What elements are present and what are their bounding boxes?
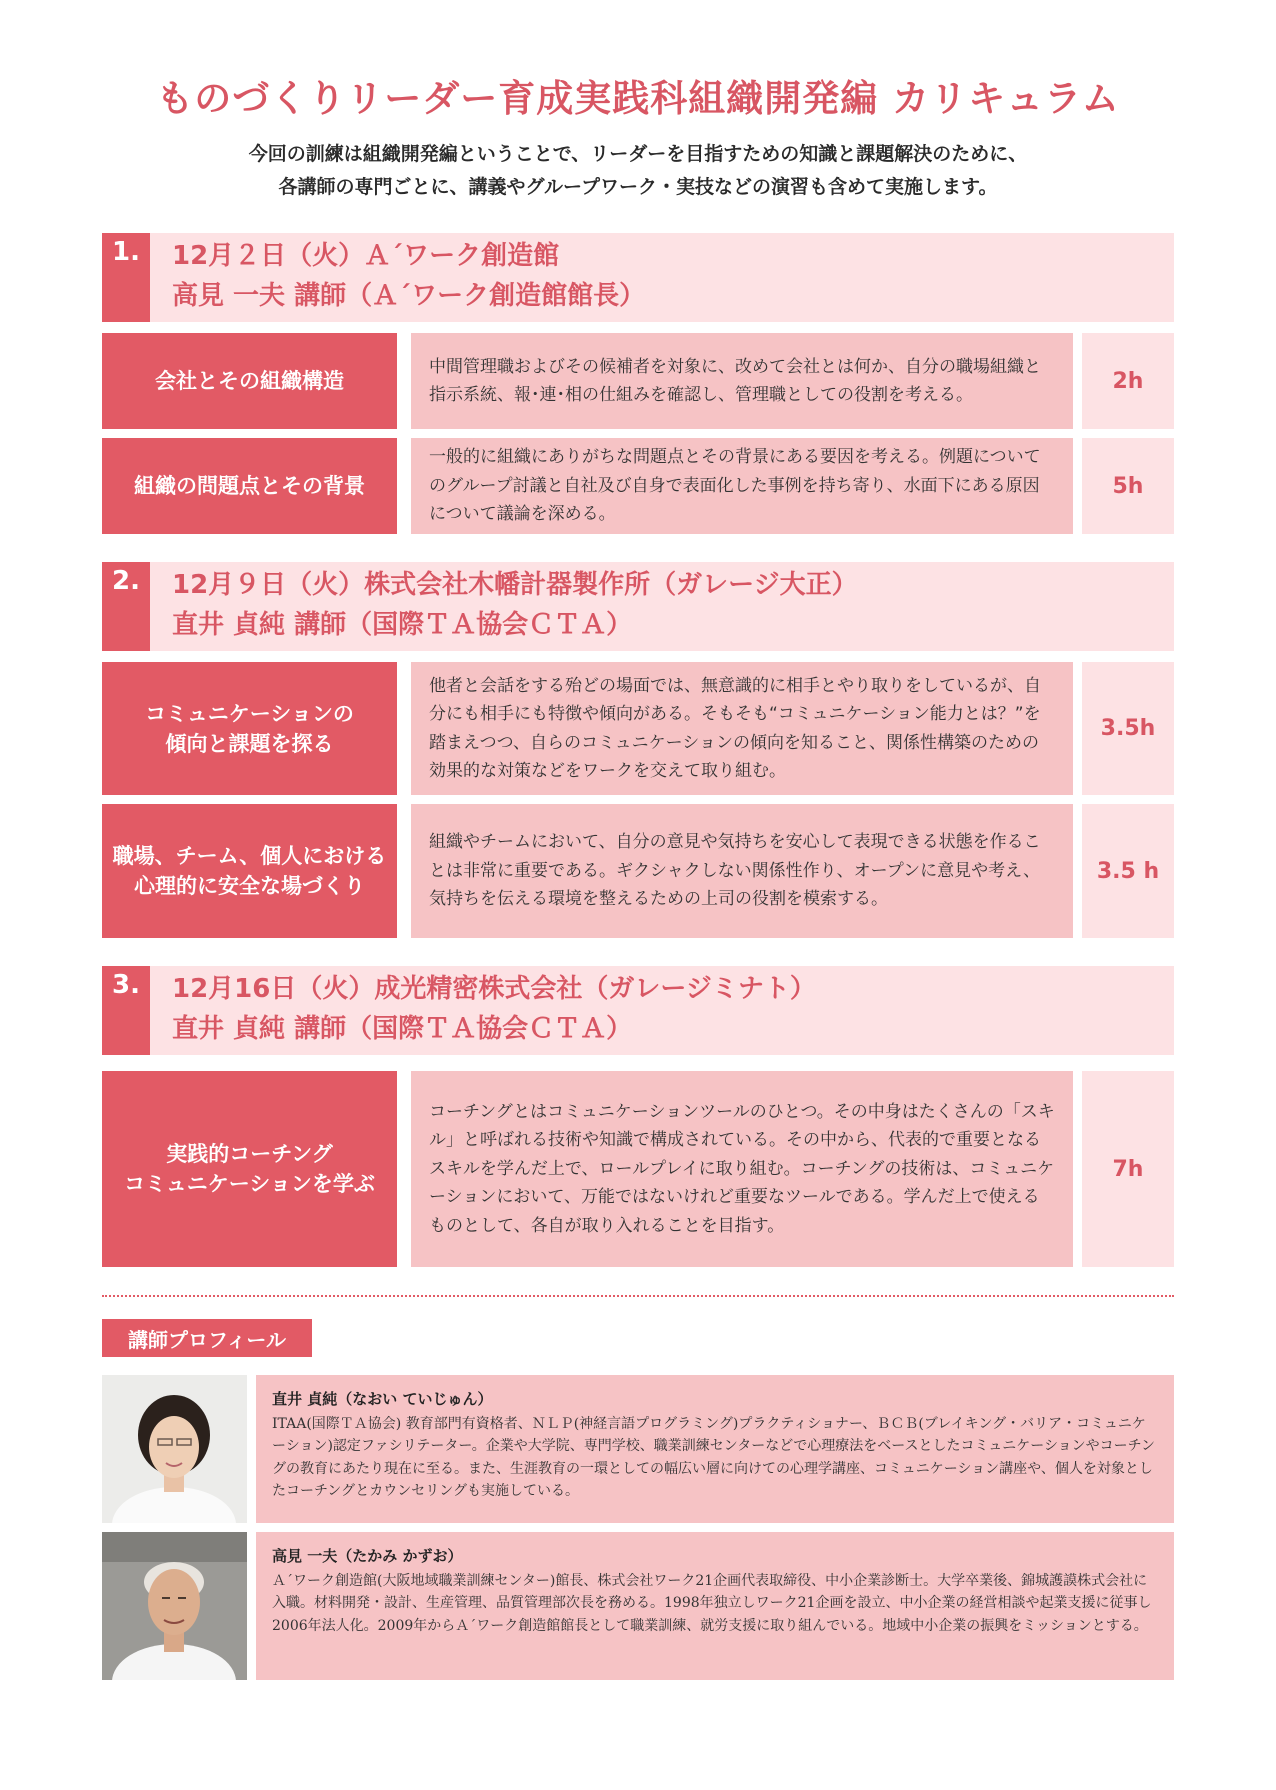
instructor-bio-text: Ａ´ワーク創造館(大阪地域職業訓練センター)館長、株式会社ワーク21企画代表取締役、中小企業診断士。大学卒業後、錦城護謨株式会社に入職。材料開発・設計、生産管理、品質管理部次長を務める。1998年独立しワーク21企画を設立、中小企業の経営相談や起業支援に従事し2006年法人化。2009年からＡ´ワーク創造館館長として職業訓練、就労支援に取り組んでいる。地域中小企業の振興をミッションとする。 <box>272 1572 1152 1634</box>
topic-row <box>102 662 1174 795</box>
topic-title: 職場、チーム、個人における 心理的に安全な場づくり <box>102 804 397 938</box>
topic-description: 他者と会話をする殆どの場面では、無意識的に相手とやり取りをしているが、自分にも相手にも特徴や傾向がある。そもそも“コミュニケーション能力とは？”を踏まえつつ、自らのコミュニケーションの傾向を知ること、関係性構築のための効果的な対策などをワークを交えて取り組む。 <box>411 662 1073 795</box>
topic-row <box>102 333 1174 429</box>
session-date-venue: 12月２日（火）Ａ´ワーク創造館 <box>172 241 560 271</box>
session-number: 1. <box>102 233 150 322</box>
topic-row <box>102 1071 1174 1267</box>
session-date-venue: 12月16日（火）成光精密株式会社（ガレージミナト） <box>172 974 816 1004</box>
session-header <box>102 562 1174 651</box>
topic-title: 会社とその組織構造 <box>102 333 397 429</box>
session-header <box>102 233 1174 322</box>
intro-line: 今回の訓練は組織開発編ということで、リーダーを目指すための知識と課題解決のために、 <box>248 143 1028 165</box>
topic-hours: 2h <box>1082 333 1174 429</box>
session-info <box>172 969 816 1049</box>
topic-hours: 5h <box>1082 438 1174 534</box>
session-instructor: 直井 貞純 講師（国際ＴＡ協会ＣＴＡ） <box>172 1014 633 1044</box>
topic-hours: 7h <box>1082 1071 1174 1267</box>
session-instructor: 直井 貞純 講師（国際ＴＡ協会ＣＴＡ） <box>172 610 633 640</box>
topic-description: コーチングとはコミュニケーションツールのひとつ。その中身はたくさんの「スキル」と呼ばれる技術や知識で構成されている。その中から、代表的で重要となるスキルを学んだ上で、ロールプレイに取り組む。コーチングの技術は、コミュニケーションにおいて、万能ではないけれど重要なツールである。学んだ上で使えるものとして、各自が取り入れることを目指す。 <box>411 1071 1073 1267</box>
dotted-divider <box>102 1295 1174 1297</box>
instructor-photo-takami <box>102 1532 247 1680</box>
page-title: ものづくりリーダー育成実践科組織開発編 カリキュラム <box>156 77 1120 120</box>
session-info <box>172 236 645 316</box>
topic-row <box>102 804 1174 938</box>
topic-hours: 3.5h <box>1082 662 1174 795</box>
session-instructor: 高見 一夫 講師（Ａ´ワーク創造館館長） <box>172 281 646 311</box>
topic-title: コミュニケーションの 傾向と課題を探る <box>102 662 397 795</box>
instructor-bio-text: ITAA(国際ＴＡ協会) 教育部門有資格者、ＮＬＰ(神経言語プログラミング)プラクティショナー、ＢＣＢ(ブレイキング・バリア・コミュニケーション)認定ファシリテーター。企業や大学院、専門学校、職業訓練センターなどで心理療法をベースとしたコミュニケーションやコーチングの教育にあたり現在に至る。また、生涯教育の一環としての幅広い層に向けての心理学講座、コミュニケーション講座や、個人を対象としたコーチングとカウンセリングも実施している。 <box>272 1415 1155 1499</box>
session-header <box>102 966 1174 1055</box>
instructor-photo-naoi <box>102 1375 247 1523</box>
instructor-name: 高見 一夫（たかみ かずお） <box>272 1547 463 1565</box>
topic-row <box>102 438 1174 534</box>
session-number: 2. <box>102 562 150 651</box>
topic-title: 組織の問題点とその背景 <box>102 438 397 534</box>
intro-text <box>0 138 1276 204</box>
profile-heading: 講師プロフィール <box>102 1319 312 1357</box>
topic-hours: 3.5 h <box>1082 804 1174 938</box>
topic-title: 実践的コーチング コミュニケーションを学ぶ <box>102 1071 397 1267</box>
topic-description: 組織やチームにおいて、自分の意見や気持ちを安心して表現できる状態を作ることは非常に重要である。ギクシャクしない関係性作り、オープンに意見や考え、気持ちを伝える環境を整えるための上司の役割を模索する。 <box>411 804 1073 938</box>
instructor-name: 直井 貞純（なおい ていじゅん） <box>272 1390 493 1408</box>
instructor-bio-takami <box>256 1532 1174 1680</box>
instructor-bio-naoi <box>256 1375 1174 1523</box>
topic-description: 一般的に組織にありがちな問題点とその背景にある要因を考える。例題についてのグループ討議と自社及び自身で表面化した事例を持ち寄り、水面下にある原因について議論を深める。 <box>411 438 1073 534</box>
session-info <box>172 565 858 645</box>
intro-line: 各講師の専門ごとに、講義やグループワーク・実技などの演習も含めて実施します。 <box>278 176 998 198</box>
session-date-venue: 12月９日（火）株式会社木幡計器製作所（ガレージ大正） <box>172 570 858 600</box>
session-number: 3. <box>102 966 150 1055</box>
topic-description: 中間管理職およびその候補者を対象に、改めて会社とは何か、自分の職場組織と指示系統、報･連･相の仕組みを確認し、管理職としての役割を考える。 <box>411 333 1073 429</box>
